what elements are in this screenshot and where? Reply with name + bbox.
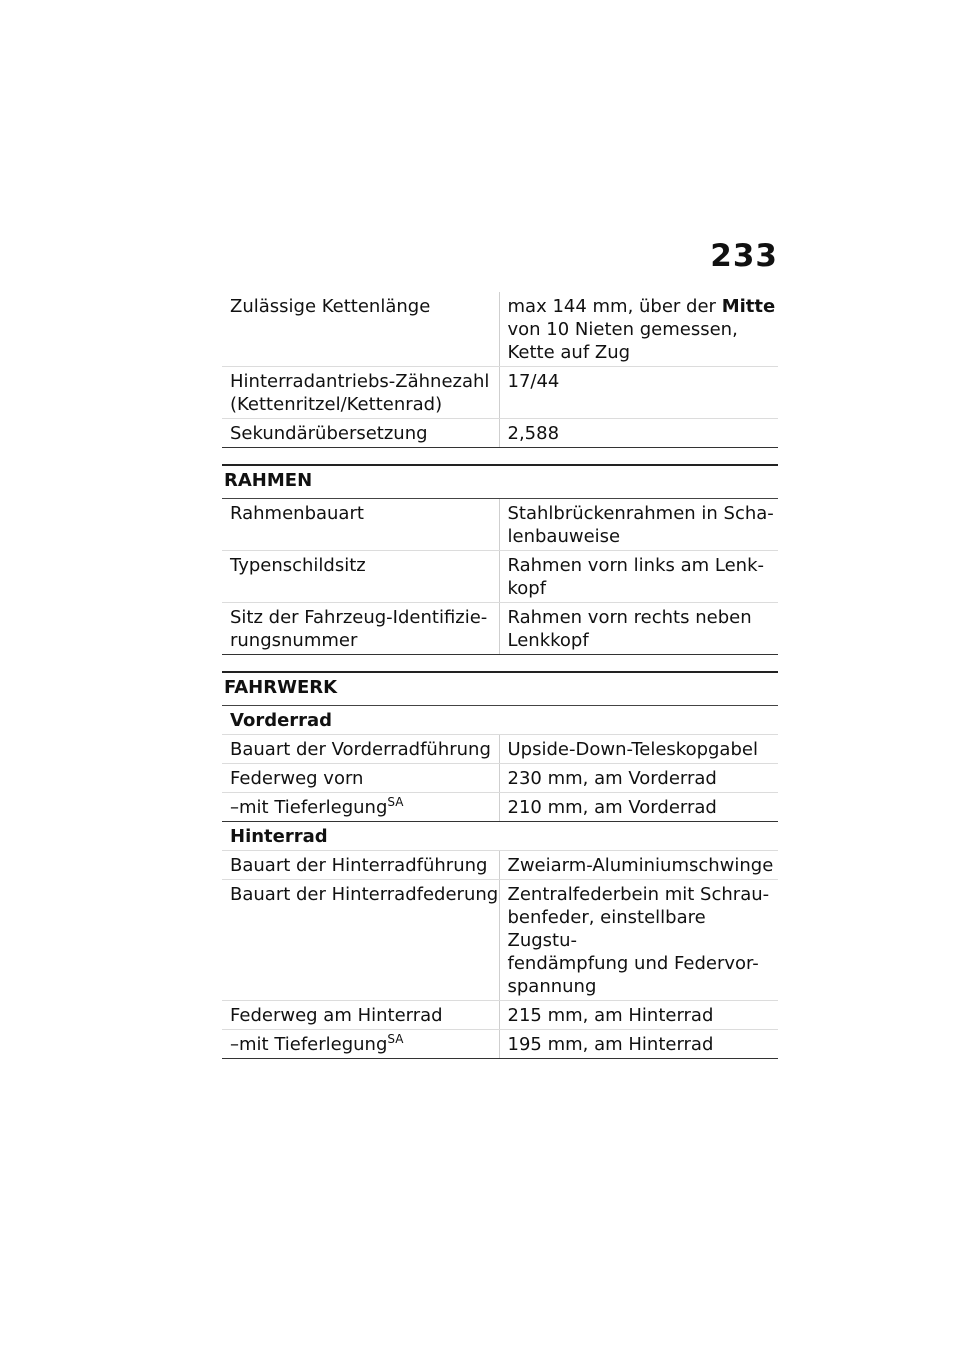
spec-label: Federweg am Hinterrad xyxy=(222,1001,499,1030)
subheading-hinterrad: Hinterrad xyxy=(222,822,778,851)
table-row xyxy=(222,367,778,419)
table-row xyxy=(222,419,778,448)
spec-value: Rahmen vorn rechts neben Lenkkopf xyxy=(499,603,778,655)
spec-value: max 144 mm, über der Mitte von 10 Nieten gemessen, Kette auf Zug xyxy=(499,292,778,367)
spec-label: Sekundärübersetzung xyxy=(222,419,499,448)
sa-superscript: SA xyxy=(387,795,404,809)
spec-label: Bauart der Hinterradfederung xyxy=(222,880,499,1001)
spec-value: Stahlbrückenrahmen in Scha- lenbauweise xyxy=(499,499,778,551)
spec-value: 17/44 xyxy=(499,367,778,419)
emphasis-text: Mitte xyxy=(721,296,776,317)
spec-value: 2,588 xyxy=(499,419,778,448)
fahrwerk-table xyxy=(222,706,778,1059)
spec-label: –mit Tieferlegung$^{SA}$ xyxy=(222,1030,499,1059)
section-title-fahrwerk: FAHRWERK xyxy=(222,673,778,706)
spec-label: Hinterradantriebs-Zähnezahl (Kettenritzel/Kettenrad) xyxy=(222,367,499,419)
table-row xyxy=(222,499,778,551)
section-title-rahmen: RAHMEN xyxy=(222,466,778,499)
spec-label: Bauart der Hinterradführung xyxy=(222,851,499,880)
rahmen-table xyxy=(222,499,778,655)
spec-label: Bauart der Vorderradführung xyxy=(222,735,499,764)
spec-content xyxy=(222,292,778,1059)
spec-value: 215 mm, am Hinterrad xyxy=(499,1001,778,1030)
table-row xyxy=(222,1001,778,1030)
table-row xyxy=(222,603,778,655)
table-row xyxy=(222,880,778,1001)
table-row xyxy=(222,706,778,735)
spec-label: Zulässige Kettenlänge xyxy=(222,292,499,367)
table-row xyxy=(222,851,778,880)
table-row xyxy=(222,793,778,822)
spec-value: 230 mm, am Vorderrad xyxy=(499,764,778,793)
chain-table xyxy=(222,292,778,448)
spec-label: Federweg vorn xyxy=(222,764,499,793)
spec-value: Rahmen vorn links am Lenk- kopf xyxy=(499,551,778,603)
page-number: 233 xyxy=(710,238,778,274)
spec-value: Zweiarm-Aluminiumschwinge xyxy=(499,851,778,880)
spec-value: Upside-Down-Teleskopgabel xyxy=(499,735,778,764)
spec-label: Rahmenbauart xyxy=(222,499,499,551)
table-row xyxy=(222,551,778,603)
spec-label: Sitz der Fahrzeug-Identifizie- rungsnummer xyxy=(222,603,499,655)
spec-label: Typenschildsitz xyxy=(222,551,499,603)
spec-value: 210 mm, am Vorderrad xyxy=(499,793,778,822)
table-row xyxy=(222,764,778,793)
table-row xyxy=(222,1030,778,1059)
table-row xyxy=(222,292,778,367)
spec-value: 195 mm, am Hinterrad xyxy=(499,1030,778,1059)
subheading-vorderrad: Vorderrad xyxy=(222,706,778,735)
spec-label: –mit Tieferlegung$^{SA}$ xyxy=(222,793,499,822)
spec-value: Zentralfederbein mit Schrau- benfeder, einstellbare Zugstu- fendämpfung und Federvor- spannung xyxy=(499,880,778,1001)
sa-superscript: SA xyxy=(387,1032,404,1046)
table-row xyxy=(222,735,778,764)
table-row xyxy=(222,822,778,851)
